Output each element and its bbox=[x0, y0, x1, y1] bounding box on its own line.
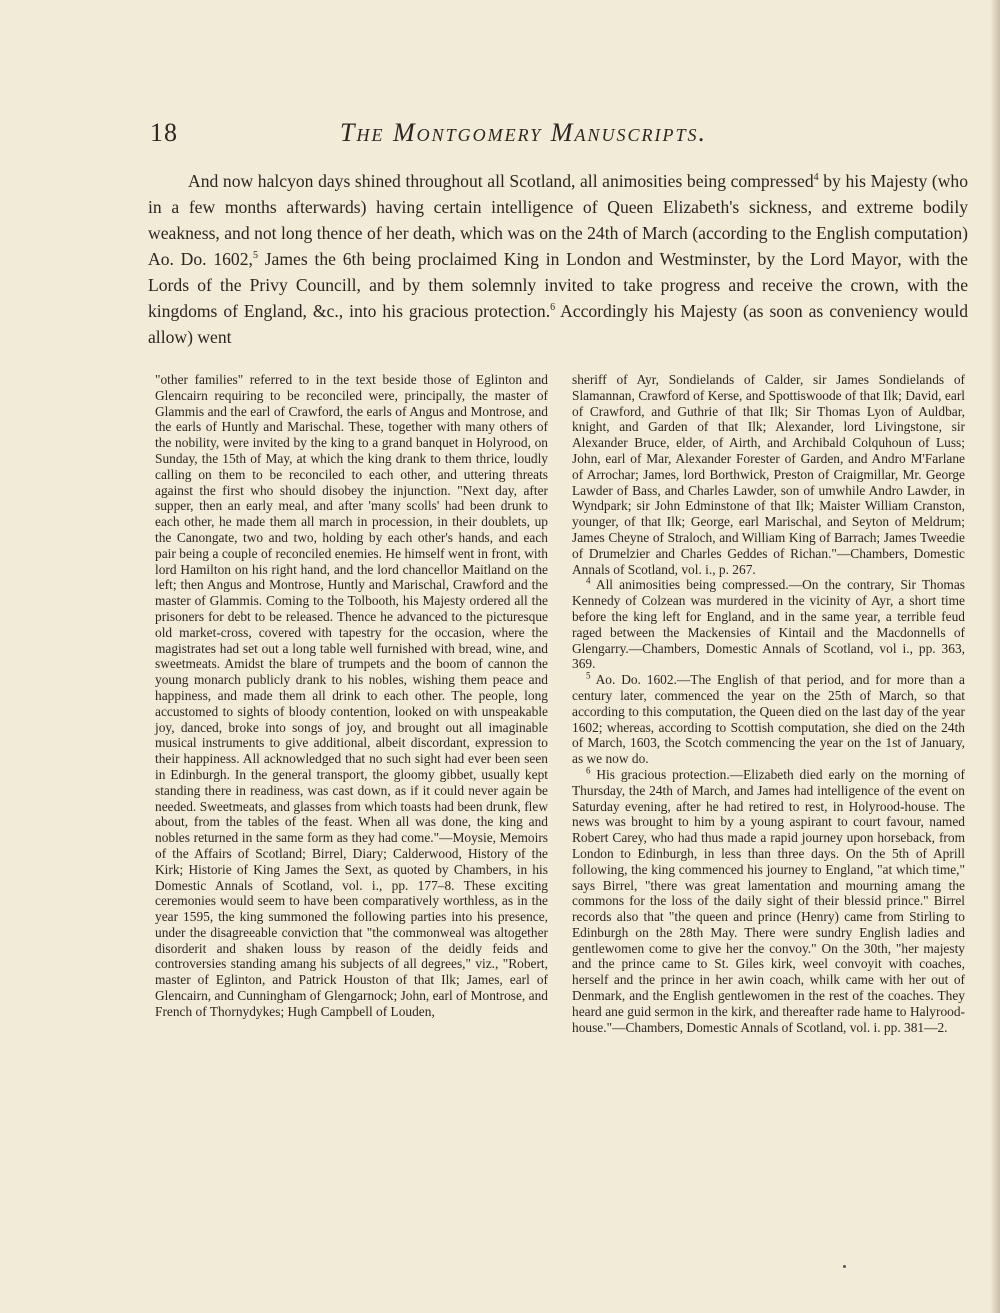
main-text-paragraph bbox=[148, 168, 968, 350]
footnote-4 bbox=[572, 577, 965, 672]
footnote-5-text: Ao. Do. 1602.—The English of that period, and for more than a century later, commenced the year on the 25th of March, so that according to this computation, the Queen died on the last day of the year 1602; whereas, according to Scottish computation, she died on the 24th of March, 1603, the Scotch commencing the year on the 1st of January, as we now do. bbox=[572, 672, 965, 767]
footnotes-right-column bbox=[572, 372, 965, 1035]
footnote-4-mark: 4 bbox=[586, 575, 591, 586]
footnote-ref-4: 4 bbox=[813, 172, 819, 184]
footnote-6-text: His gracious protection.—Elizabeth died early on the morning of Thursday, the 24th of March, and James had intelligence of the event on Saturday evening, after he had retired to rest, in Holyrood-house. The news was brought to him by a young aspirant to court favour, named Robert Carey, who had thus made a rapid journey upon horseback, from London to Edinburgh, in less than three days. On the 5th of Aprill following, the king commenced his journey to England, "at which time," says Birrel, "there was great lamentation and mourning amang the commons for the loss of the daily sight of their blessid prince." Birrel records also that "the queen and prince (Henry) came from Stirling to Edinburgh on the 28th May. There were sundry English ladies and gentlewomen come to give her the convoy." On the 30th, "her majesty and the prince came to St. Giles kirk, weel convoyit with coaches, herself and the prince in her awin coach, whilk came with her out of Denmark, and the English gentlewomen in the rest of the coaches. They heard ane guid sermon in the kirk, and thereafter rade hame to Halyrood-house."—Chambers, Domestic Annals of Scotland, vol. i. pp. 381—2. bbox=[572, 766, 965, 1035]
main-text-part-4: Accordingly his Majesty (as soon as conveniency would allow) went bbox=[148, 301, 969, 347]
footnote-ref-6: 6 bbox=[550, 302, 556, 314]
footnote-6 bbox=[572, 767, 965, 1036]
page-speck bbox=[843, 1265, 846, 1268]
footnote-5 bbox=[572, 672, 965, 767]
page-header bbox=[150, 118, 970, 158]
footnote-continuation-right: sheriff of Ayr, Sondielands of Calder, sir James Sondielands of Slamannan, Crawford of Kerse, and Spottiswoode of that Ilk; David, earl of Crawford, and Guthrie of that Ilk; Sir Thomas Lyon of Auldbar, knight, and Garden of that Ilk; Alexander, lord Livingstone, sir Alexander Bruce, elder, of Airth, and Archibald Colquhoun of Luss; John, earl of Mar, Alexander Forester of Garden, and Andro M'Farlane of Arrochar; James, lord Borthwick, Preston of Craigmillar, Mr. George Lawder of Bass, and Charles Lawder, son of umwhile Andro Lawder, in Wyndpark; sir John Edminstone of that Ilk; Maister William Cranston, younger, of that Ilk; George, earl Marischal, and Seyton of Meldrum; James Cheyne of Straloch, and William King of Barrach; James Tweedie of Drumelzier and Charles Geddes of Richan."—Chambers, Domestic Annals of Scotland, vol. i., p. 267. bbox=[572, 372, 965, 577]
footnote-4-text: All animosities being compressed.—On the contrary, Sir Thomas Kennedy of Colzean was murdered in the vicinity of Ayr, a short time before the king left for England, and in the same year, a terrible feud raged between the Mackensies of Kintail and the Macdonnells of Glengarry.—Chambers, Domestic Annals of Scotland, vol i., pp. 363, 369. bbox=[572, 577, 965, 672]
main-text-part-1: And now halcyon days shined throughout all Scotland, all animosities being compressed bbox=[188, 171, 814, 191]
page-number: 18 bbox=[150, 118, 178, 147]
page-edge-shadow bbox=[990, 0, 1000, 1313]
main-text-part-3: James the 6th being proclaimed King in London and Westminster, by the Lord Mayor, with the Lords of the Privy Councill, and by them solemnly invited to take progress and receive the crown, with the kingdoms of England, &c., into his gracious protection. bbox=[148, 249, 968, 321]
footnote-ref-5: 5 bbox=[252, 250, 258, 262]
footnote-5-mark: 5 bbox=[586, 670, 591, 681]
footnotes-left-column bbox=[155, 372, 548, 1020]
footnote-6-mark: 6 bbox=[586, 765, 591, 776]
main-text-part-2: by his Majesty (who in a few months afterwards) having certain intelligence of Queen Elizabeth's sickness, and extreme bodily weakness, and not long thence of her death, which was on the 24th of March (according to the English computation) Ao. Do. 1602, bbox=[148, 171, 968, 269]
running-title: The Montgomery Manuscripts. bbox=[340, 118, 707, 147]
footnote-continuation: "other families" referred to in the text beside those of Eglinton and Glencairn requiring to be reconciled were, principally, the master of Glammis and the earl of Crawford, the earls of Angus and Montrose, and the earls of Huntly and Marischal. These, together with many others of the nobility, were invited by the king to a grand banquet in Holyrood, on Sunday, the 15th of May, at which the king drank to them thrice, loudly calling on them to be reconciled to each other, and uttering threats against the first who should disobey the injunction. "Next day, after supper, then an early meal, and after 'many scolls' had been drunk to each other, he made them all march in procession, in their doublets, up the Canongate, two and two, holding by each other's hands, and each pair being a couple of reconciled enemies. He himself went in front, with lord Hamilton on his right hand, and the lord chancellor Maitland on the left; then Angus and Montrose, Huntly and Marischal, Crawford and the master of Glammis. Coming to the Tolbooth, his Majesty ordered all the prisoners for debt to be released. Thence he advanced to the picturesque old market-cross, covered with tapestry for the occasion, where the magistrates had set out a long table well furnished with bread, wine, and sweetmeats. Amidst the blare of trumpets and the boom of cannon the young monarch publicly drank to his nobles, wishing them peace and happiness, and made them all drink to each other. The people, long accustomed to sights of bloody contention, looked on with unspeakable joy, danced, broke into songs of joy, and brought out all imaginable musical instruments to give additional, albeit discordant, expression to their happiness. All acknowledged that no such sight had ever been seen in Edinburgh. In the general transport, the gloomy gibbet, usually kept standing there in readiness, was cast down, as if it could never again be needed. Sweetmeats, and glasses from which toasts had been drunk, flew about, from the tables of the feast. When all was done, the king and nobles returned in the same form as they had come."—Moysie, Memoirs of the Affairs of Scotland; Birrel, Diary; Calderwood, History of the Kirk; Historie of King James the Sext, as quoted by Chambers, in his Domestic Annals of Scotland, vol. i., pp. 177–8. These exciting ceremonies would seem to have been comparatively worthless, as in the year 1595, the king summoned the following parties into his presence, under the disagreeable conviction that "the commonweal was altogether disorderit and shaken louss by reason of the deidly feids and controversies standing amang his subjects of all degrees," viz., "Robert, master of Eglinton, and Patrick Houston of that Ilk; James, earl of Glencairn, and Cunningham of Glengarnock; John, earl of Montrose, and French of Thornydykes; Hugh Campbell of Louden, bbox=[155, 372, 548, 1019]
